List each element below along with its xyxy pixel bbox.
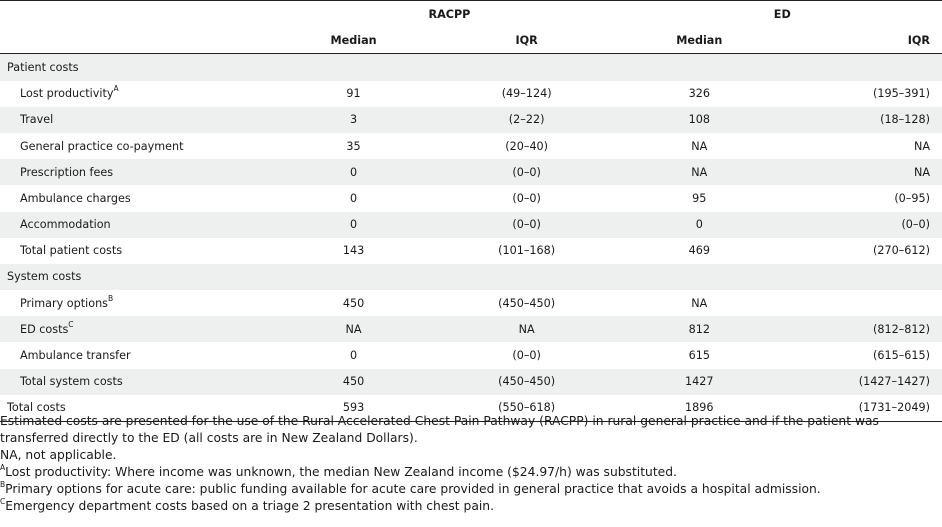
- ed-iqr-cell: (812–812): [776, 316, 942, 342]
- header-spacer: [0, 1, 276, 28]
- racpp-iqr-cell: (0–0): [431, 212, 623, 238]
- row-label: ED costs$^C$: [0, 316, 276, 342]
- racpp-median-cell: 0: [276, 212, 430, 238]
- row-label: Total patient costs: [20, 244, 123, 258]
- footnote-marker: C: [0, 496, 6, 506]
- racpp-iqr-cell: (450–450): [431, 369, 623, 395]
- ed-iqr-cell: (18–128): [776, 107, 942, 133]
- racpp-median-cell: 35: [346, 139, 361, 153]
- ed-iqr-cell: NA: [913, 139, 930, 153]
- footnote-c: $^C$Emergency department costs based on a triage 2 presentation with chest pain.: [0, 496, 494, 513]
- table-row: [0, 185, 942, 211]
- table-caption: Estimated costs are presented for the use of the Rural Accelerated Chest Pain Pathway (RACPP) in rural general practice and if the patient was transferred directly to the ED (all costs are in New Zealand Dollars).: [0, 414, 879, 445]
- header-spacer: [0, 27, 276, 54]
- footnote-a: $^A$Lost productivity: Where income was unknown, the median New Zealand income ($24.97/h) was substituted.: [0, 462, 677, 479]
- table-row: [0, 290, 942, 316]
- na-note: NA, not applicable.: [0, 448, 117, 462]
- ed-median-cell: 95: [692, 191, 707, 205]
- ed-iqr-cell: (1427–1427): [776, 369, 942, 395]
- row-label: Accommodation: [0, 212, 276, 238]
- table-notes: [0, 413, 942, 515]
- ed-iqr-cell: (0–95): [894, 191, 930, 205]
- ed-median-header: Median: [623, 27, 776, 54]
- row-label: Ambulance transfer: [20, 349, 131, 363]
- ed-iqr-cell: NA: [776, 159, 942, 185]
- racpp-median-cell: 0: [349, 349, 358, 363]
- racpp-median-cell: 91: [346, 87, 361, 101]
- ed-iqr-cell: (615–615): [872, 349, 930, 363]
- footnote-marker: A: [113, 84, 119, 94]
- ed-median-cell: NA: [623, 159, 776, 185]
- ed-median-cell: 469: [688, 244, 710, 258]
- row-label: Ambulance charges: [20, 191, 131, 205]
- racpp-median-header: Median: [276, 27, 430, 54]
- footnote-marker: B: [108, 293, 114, 303]
- racpp-median-cell: 0: [276, 159, 430, 185]
- ed-median-cell: 812: [623, 316, 776, 342]
- racpp-iqr-cell: (550–618): [431, 395, 623, 422]
- row-label: Total system costs: [0, 369, 276, 395]
- racpp-group-header: RACPP: [276, 1, 622, 28]
- racpp-median-cell: 450: [276, 369, 430, 395]
- ed-iqr-cell: (1731–2049): [776, 395, 942, 422]
- ed-iqr-cell: (0–0): [776, 212, 942, 238]
- ed-median-cell: 1427: [623, 369, 776, 395]
- table-sub-header: [0, 27, 942, 54]
- table-row-total: [0, 369, 942, 395]
- racpp-iqr-header: IQR: [431, 27, 623, 54]
- racpp-median-cell: 450: [342, 296, 365, 310]
- row-label: Prescription fees: [0, 159, 276, 185]
- table-row-section: [0, 264, 942, 290]
- racpp-iqr-cell: (49–124): [501, 87, 552, 101]
- row-label: General practice co-payment: [20, 139, 184, 153]
- racpp-iqr-cell: (20–40): [505, 139, 549, 153]
- ed-median-cell: 615: [688, 349, 710, 363]
- row-label: Primary options$^B$: [20, 293, 114, 310]
- table-row-total: [0, 238, 942, 264]
- ed-median-cell: 0: [623, 212, 776, 238]
- table-row: [0, 107, 942, 133]
- racpp-iqr-cell: (0–0): [512, 191, 541, 205]
- ed-iqr-cell: (270–612): [872, 244, 930, 258]
- table-row: [0, 81, 942, 107]
- racpp-iqr-cell: (101–168): [498, 244, 556, 258]
- ed-median-cell: 326: [688, 87, 710, 101]
- footnote-b: $^B$Primary options for acute care: public funding available for acute care provided in general practice that avoids a hospital admission.: [0, 479, 821, 496]
- ed-group-header: ED: [623, 1, 942, 28]
- table-row: [0, 133, 942, 159]
- racpp-iqr-cell: (0–0): [512, 349, 541, 363]
- racpp-iqr-cell: (0–0): [431, 159, 623, 185]
- racpp-median-cell: 143: [342, 244, 365, 258]
- row-label: Total costs: [0, 395, 276, 422]
- row-label: System costs: [0, 264, 276, 290]
- table-group-header: [0, 1, 942, 28]
- ed-median-cell: 1896: [623, 395, 776, 422]
- table-row: [0, 212, 942, 238]
- footnote-marker: B: [0, 479, 6, 489]
- table-row-section: [0, 54, 942, 81]
- row-label: Patient costs: [0, 54, 276, 81]
- row-label: Travel: [0, 107, 276, 133]
- ed-median-cell: NA: [691, 296, 708, 310]
- racpp-iqr-cell: (450–450): [498, 296, 556, 310]
- ed-median-cell: 108: [623, 107, 776, 133]
- racpp-iqr-cell: (2–22): [431, 107, 623, 133]
- row-label: Lost productivity$^A$: [20, 84, 119, 101]
- footnote-marker: C: [68, 320, 74, 330]
- table-row: [0, 342, 942, 368]
- table-row: [0, 316, 942, 342]
- ed-median-cell: NA: [691, 139, 708, 153]
- ed-iqr-header: IQR: [776, 27, 942, 54]
- racpp-median-cell: 593: [276, 395, 430, 422]
- table-row: [0, 159, 942, 185]
- racpp-median-cell: NA: [276, 316, 430, 342]
- racpp-median-cell: 0: [349, 191, 358, 205]
- racpp-median-cell: 3: [276, 107, 430, 133]
- racpp-iqr-cell: NA: [431, 316, 623, 342]
- ed-iqr-cell: [776, 290, 942, 316]
- footnote-marker: A: [0, 462, 6, 472]
- ed-iqr-cell: (195–391): [872, 87, 930, 101]
